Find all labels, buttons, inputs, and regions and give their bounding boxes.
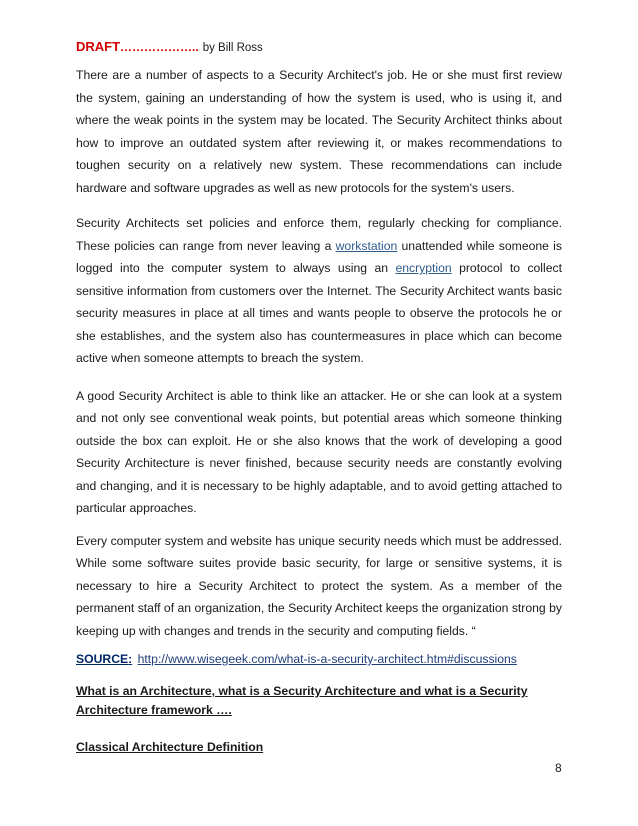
paragraph-policies-text-b: unattended while someone is logged into the computer system to always using an xyxy=(76,238,562,275)
paragraph-attacker: A good Security Architect is able to think like an attacker. He or she can look at a system and not only see conventional weak points, but potential areas which someone thinking outside the box can exploit. He or she also knows that the work of developing a good Security Architecture is never finished, because security needs are constantly evolving and changing, and it is necessary to be highly adaptable, and to avoid getting attached to particular approaches. xyxy=(76,388,562,515)
author-label: by Bill Ross xyxy=(202,42,263,54)
paragraph-policies-text-a: Security Architects set policies and enforce them, regularly checking for compliance. These policies can range from never leaving a xyxy=(76,216,562,253)
page-header xyxy=(76,40,263,55)
source-colon: : xyxy=(128,652,133,666)
draft-dots: ……………….. xyxy=(120,40,199,54)
workstation-link[interactable]: workstation xyxy=(335,238,398,253)
paragraph-aspects: There are a number of aspects to a Security Architect's job. He or she must first review the system, gaining an understanding of how the system is used, who is using it, and where the weak points in the system may be located. The Security Architect thinks about how to improve an outdated system after reviewing it, or makes recommendations to toughen security on a relatively new system. These recommendations can include hardware and software upgrades as well as new protocols for the system's users. xyxy=(76,68,562,195)
source-url-link[interactable]: http://www.wisegeek.com/what-is-a-security-architect.htm#discussions xyxy=(137,652,517,666)
encryption-link[interactable]: encryption xyxy=(395,261,452,275)
paragraph-unique-needs: Every computer system and website has unique security needs which must be addressed. While some software suites provide basic security, for large or sensitive systems, it is necessary to hire a Security Architect to protect the system. As a member of the permanent staff of an organization, the Security Architect keeps the organization strong by keeping up with changes and trends in the security and computing fields. “ xyxy=(76,533,562,638)
section-heading-classical: Classical Architecture Definition xyxy=(76,740,264,754)
section-heading-architecture: What is an Architecture, what is a Security Architecture and what is a Security Architecture framework …. xyxy=(76,684,528,717)
paragraph-policies xyxy=(76,212,562,370)
document-body xyxy=(76,64,562,757)
source-line xyxy=(76,648,562,670)
source-label: SOURCE xyxy=(76,652,129,666)
paragraph-policies-text-c: protocol to collect sensitive information from customers over the Internet. The Security Architect wants basic security measures in place at all times and wants people to observe the protocols he or she establishes, and the system also has countermeasures in place which can become active when someone attempts to breach the system. xyxy=(76,261,562,365)
page-number: 8 xyxy=(555,761,562,775)
draft-label: DRAFT xyxy=(76,39,121,54)
